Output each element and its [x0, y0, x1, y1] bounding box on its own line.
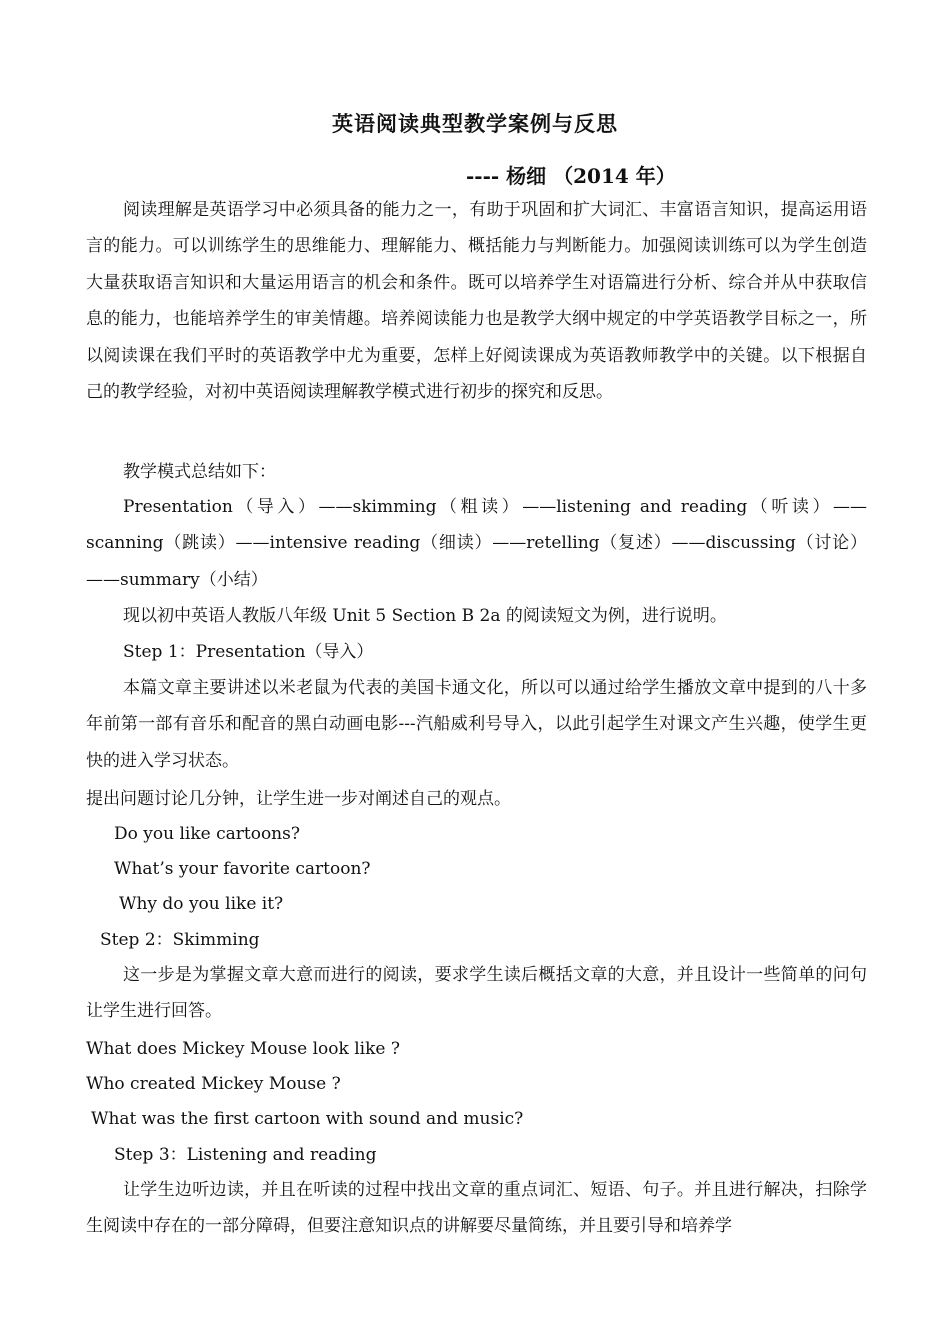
question-item: Do you like cartoons?: [114, 824, 300, 844]
step1-body: 本篇文章主要讲述以米老鼠为代表的美国卡通文化，所以可以通过给学生播放文章中提到的八十多年前第一部有音乐和配音的黑白动画电影---汽船威利号导入，以此引起学生对课文产生兴趣，使学生更快的进入学习状态。: [86, 678, 867, 771]
question-item: What was the first cartoon with sound and music?: [91, 1109, 524, 1129]
example-intro: 现以初中英语人教版八年级 Unit 5 Section B 2a 的阅读短文为例，进行说明。: [123, 606, 727, 626]
step2-heading: Step 2：Skimming: [100, 930, 260, 950]
intro-paragraph: 阅读理解是英语学习中必须具备的能力之一，有助于巩固和扩大词汇、丰富语言知识，提高运用语言的能力。可以训练学生的思维能力、理解能力、概括能力与判断能力。加强阅读训练可以为学生创造大量获取语言知识和大量运用语言的机会和条件。既可以培养学生对语篇进行分析、综合并从中获取信息的能力，也能培养学生的审美情趣。培养阅读能力也是教学大纲中规定的中学英语教学目标之一，所以阅读课在我们平时的英语教学中尤为重要，怎样上好阅读课成为英语教师教学中的关键。以下根据自己的教学经验，对初中英语阅读理解教学模式进行初步的探究和反思。: [86, 200, 867, 403]
question-item: Who created Mickey Mouse ?: [86, 1074, 341, 1094]
model-intro: 教学模式总结如下：: [123, 462, 276, 482]
model-flow: Presentation（导入）——skimming（粗读）——listening and reading（听读）——scanning（跳读）——intensive reading（细读）——retelling（复述）——discussing（讨论）——summary（小结）: [86, 497, 867, 590]
step1-heading: Step 1：Presentation（导入）: [123, 642, 374, 662]
step2-body: 这一步是为掌握文章大意而进行的阅读，要求学生读后概括文章的大意，并且设计一些简单的问句让学生进行回答。: [86, 965, 867, 1022]
step3-heading: Step 3：Listening and reading: [114, 1145, 377, 1165]
question-item: What does Mickey Mouse look like ?: [86, 1039, 400, 1059]
question-item: Why do you like it?: [119, 894, 284, 914]
question-item: What’s your favorite cartoon?: [114, 859, 371, 879]
author-line: ---- 杨细 （2014 年）: [466, 164, 676, 188]
document-title: 英语阅读典型教学案例与反思: [332, 111, 618, 136]
discussion-intro: 提出问题讨论几分钟，让学生进一步对阐述自己的观点。: [86, 789, 511, 809]
step3-body: 让学生边听边读，并且在听读的过程中找出文章的重点词汇、短语、句子。并且进行解决，扫除学生阅读中存在的一部分障碍，但要注意知识点的讲解要尽量简练，并且要引导和培养学: [86, 1180, 867, 1237]
